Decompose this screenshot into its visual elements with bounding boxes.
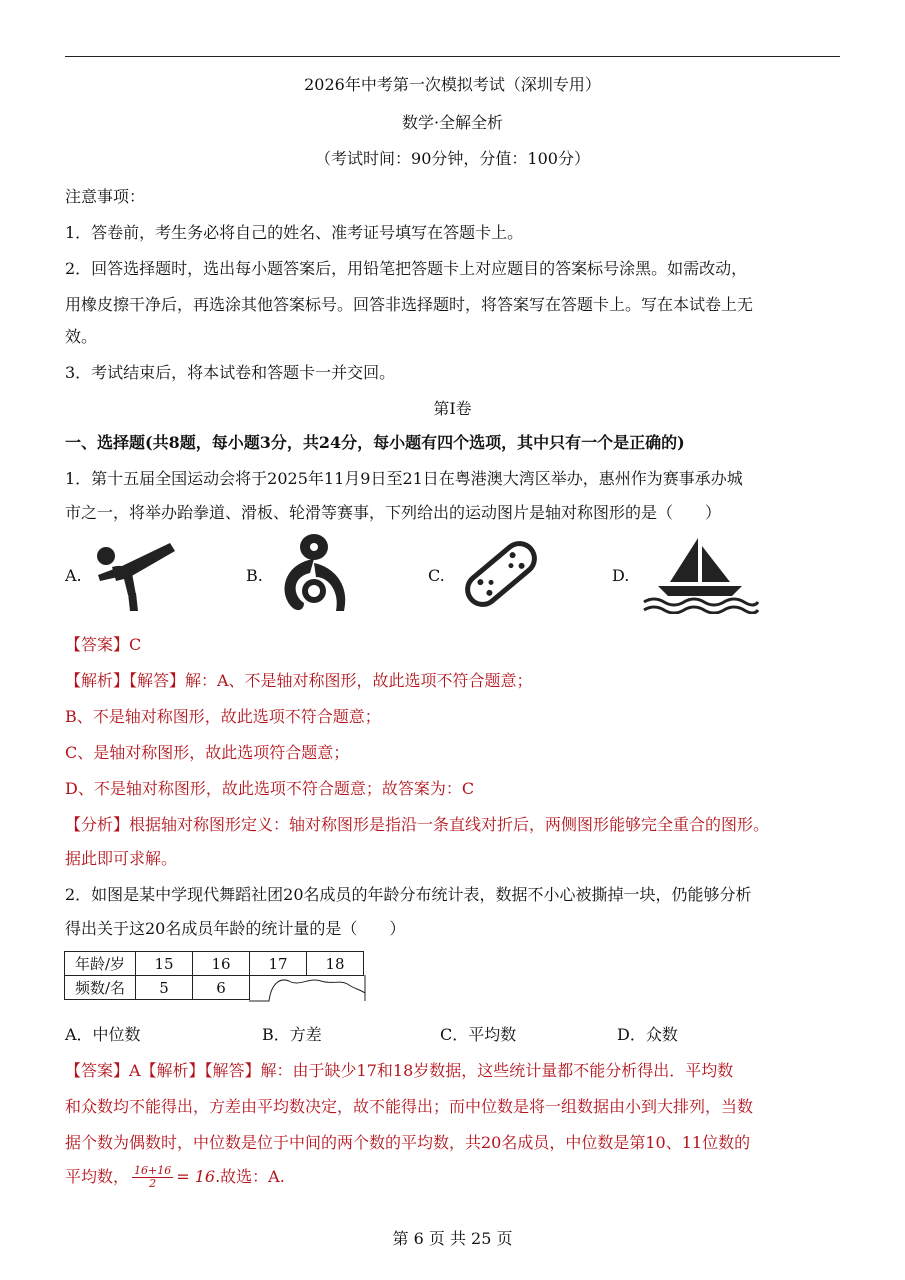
table-cell: 15 xyxy=(136,952,193,976)
q2-stem-line-1: 2．如图是某中学现代舞蹈社团20名成员的年龄分布统计表，数据不小心被撕掉一块，仍能够分析 xyxy=(65,885,752,904)
q2-answer-prefix: 平均数， xyxy=(65,1167,130,1186)
notice-item-2-line-2: 用橡皮擦干净后，再选涂其他答案标号。回答非选择题时，将答案写在答题卡上。写在本试卷上无 xyxy=(65,295,754,314)
table-cell: 18 xyxy=(307,952,364,976)
age-frequency-table xyxy=(64,951,364,1000)
table-row xyxy=(65,952,364,976)
notice-item-1: 1．答卷前，考生务必将自己的姓名、准考证号填写在答题卡上。 xyxy=(65,223,524,242)
notice-item-3: 3．考试结束后，将本试卷和答题卡一并交回。 xyxy=(65,363,396,382)
q1-option-c-label: C. xyxy=(428,566,445,585)
skateboard-icon xyxy=(456,533,546,615)
table-cell: 频数/名 xyxy=(65,976,136,1000)
torn-edge-icon xyxy=(249,975,367,1002)
page-number: 第 6 页 共 25 页 xyxy=(392,1229,513,1248)
torn-cell xyxy=(250,976,364,1000)
table-cell: 年龄/岁 xyxy=(65,952,136,976)
q1-answer: 【答案】C xyxy=(65,635,142,654)
taekwondo-icon xyxy=(90,537,180,615)
exam-info: （考试时间：90分钟，分值：100分） xyxy=(315,149,590,168)
table-cell: 6 xyxy=(193,976,250,1000)
notice-item-2-line-3: 效。 xyxy=(65,327,98,346)
q1-fenxi-line-2: 据此即可求解。 xyxy=(65,849,178,868)
q2-option-c: C．平均数 xyxy=(440,1025,517,1044)
notice-item-2-line-1: 2．回答选择题时，选出每小题答案后，用铅笔把答题卡上对应题目的答案标号涂黑。如需改动， xyxy=(65,259,748,278)
table-row xyxy=(65,976,364,1000)
table-cell: 5 xyxy=(136,976,193,1000)
q1-analysis-line-4: D、不是轴对称图形，故此选项不符合题意；故答案为：C xyxy=(65,779,475,798)
header-rule xyxy=(65,56,840,57)
q2-option-b: B．方差 xyxy=(262,1025,322,1044)
part1-heading: 一、选择题(共8题，每小题3分，共24分，每小题有四个选项，其中只有一个是正确的) xyxy=(65,433,685,452)
q1-analysis-line-3: C、是轴对称图形，故此选项符合题意； xyxy=(65,743,350,762)
q2-answer-line-2: 和众数均不能得出，方差由平均数决定，故不能得出；而中位数是将一组数据由小到大排列，当数 xyxy=(65,1097,754,1116)
exam-title: 2026年中考第一次模拟考试（深圳专用） xyxy=(304,75,601,94)
q1-analysis-line-1: 【解析】【解答】解：A、不是轴对称图形，故此选项不符合题意； xyxy=(65,671,533,690)
q2-option-d: D．众数 xyxy=(617,1025,678,1044)
table-cell: 16 xyxy=(193,952,250,976)
q2-answer-line-4 xyxy=(65,1164,285,1190)
sailboat-icon xyxy=(640,534,760,614)
table-cell: 17 xyxy=(250,952,307,976)
fraction-numerator: 16+16 xyxy=(134,1164,172,1177)
q1-option-b-label: B. xyxy=(246,566,263,585)
q1-analysis-line-2: B、不是轴对称图形，故此选项不符合题意； xyxy=(65,707,381,726)
volume-heading: 第I卷 xyxy=(433,399,472,418)
q2-answer-line-3: 据个数为偶数时，中位数是位于中间的两个数的平均数，共20名成员，中位数是第10、11位数的 xyxy=(65,1133,751,1152)
notice-heading: 注意事项： xyxy=(65,187,146,206)
roller-skating-icon xyxy=(274,533,352,615)
q1-fenxi-line-1: 【分析】根据轴对称图形定义：轴对称图形是指沿一条直线对折后，两侧图形能够完全重合的图形。 xyxy=(65,815,770,834)
q1-option-d-label: D. xyxy=(612,566,630,585)
q2-answer-suffix: .故选：A. xyxy=(215,1167,285,1186)
fraction-denominator: 2 xyxy=(149,1177,157,1190)
q2-option-a: A．中位数 xyxy=(65,1025,141,1044)
q2-answer-line-1: 【答案】A【解析】【解答】解：由于缺少17和18岁数据，这些统计量都不能分析得出．平均数 xyxy=(65,1061,734,1080)
q1-stem-line-2: 市之一，将举办跆拳道、滑板、轮滑等赛事，下列给出的运动图片是轴对称图形的是（ ） xyxy=(65,503,722,522)
q1-stem-line-1: 1．第十五届全国运动会将于2025年11月9日至21日在粤港澳大湾区举办，惠州作为赛事承办城 xyxy=(65,469,743,488)
exam-subtitle: 数学·全解全析 xyxy=(401,113,504,132)
fraction xyxy=(132,1165,173,1190)
fraction-result: = 16 xyxy=(176,1167,216,1186)
q2-stem-line-2: 得出关于这20名成员年龄的统计量的是（ ） xyxy=(65,919,406,938)
q1-option-a-label: A. xyxy=(65,566,82,585)
